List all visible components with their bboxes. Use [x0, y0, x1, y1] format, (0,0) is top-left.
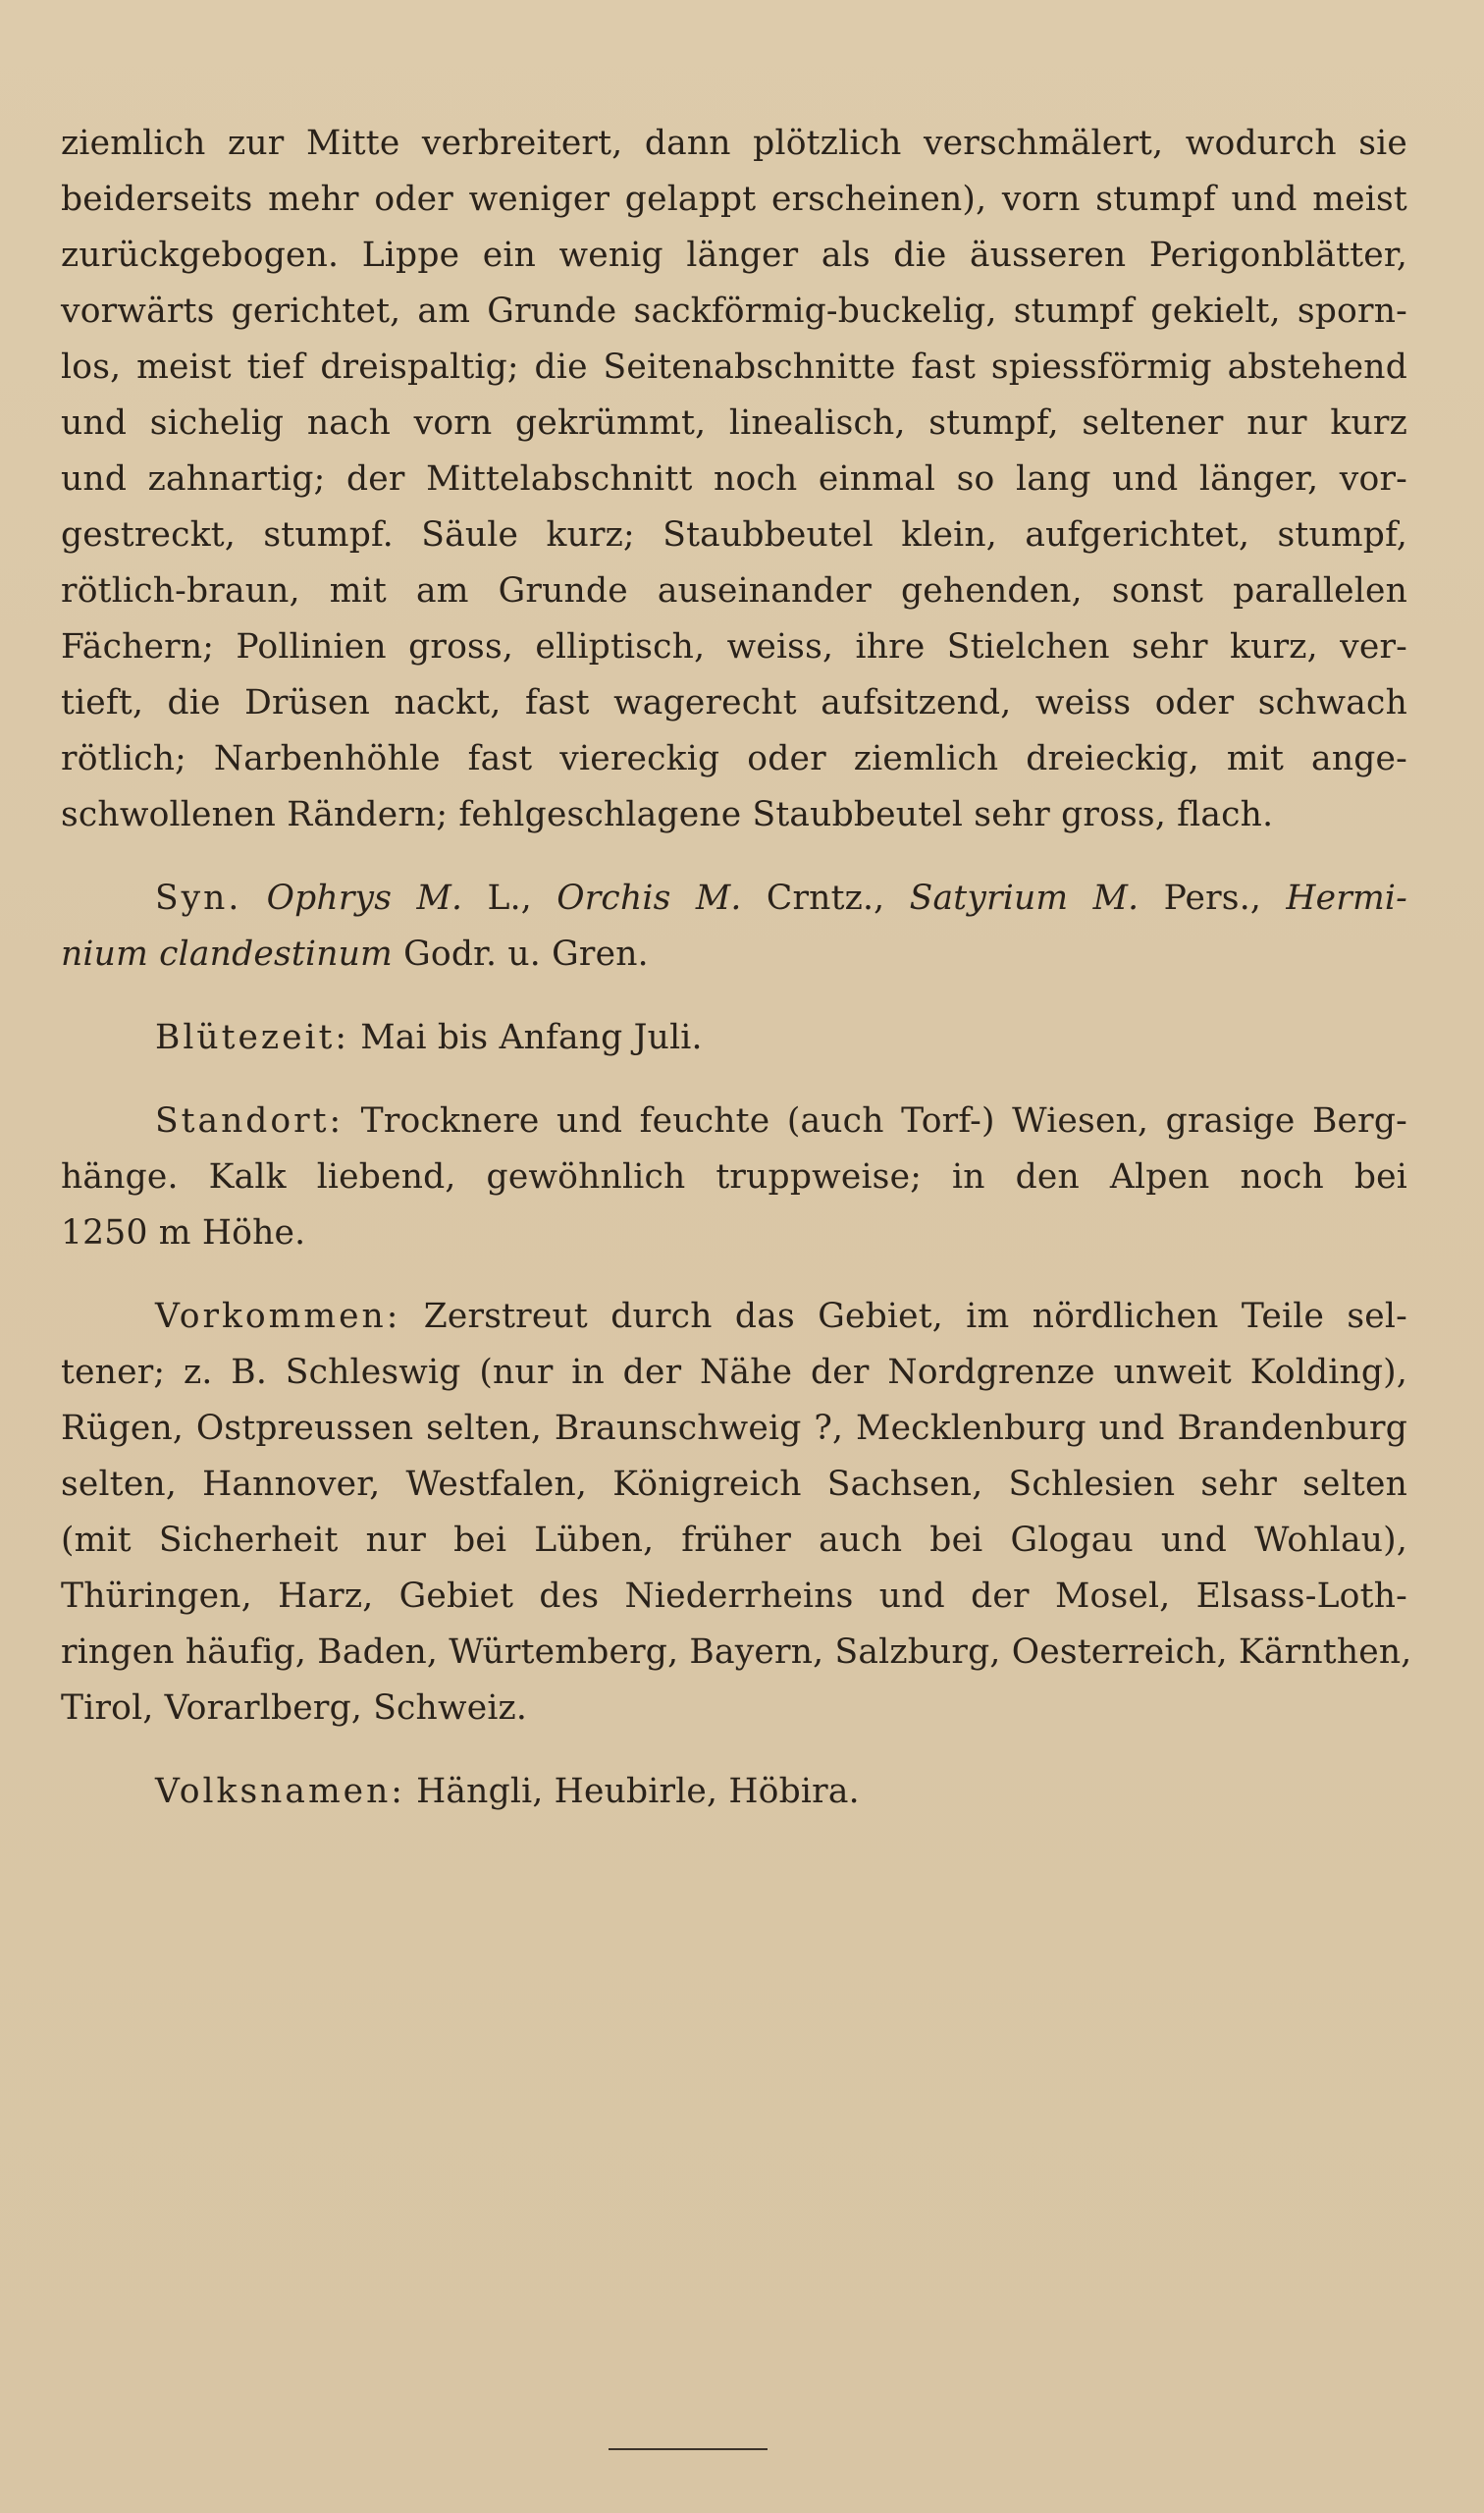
vorkommen-line-first [61, 1289, 1407, 1345]
text-line: tener; z. B. Schleswig (nur in der Nähe der Nordgrenze unweit Kolding), [61, 1353, 1407, 1392]
vorkommen-label: Vorkommen: [155, 1297, 401, 1336]
volksnamen-line [61, 1764, 1407, 1820]
synonyms-line1-part-2: Orchis M. [556, 879, 742, 918]
synonyms-line2-part-0: nium clandestinum [61, 935, 393, 974]
standort-paragraph [61, 1094, 1407, 1261]
standort-label: Standort: [155, 1101, 344, 1141]
bluetezeit-text: Mai bis Anfang Juli. [360, 1018, 703, 1057]
text-line: hänge. Kalk liebend, gewöhnlich truppweise; in den Alpen noch bei [61, 1157, 1407, 1197]
synonyms-line1-part-5: Pers., [1139, 879, 1287, 918]
page-text [61, 116, 1412, 1820]
synonyms-line-2 [61, 927, 1407, 983]
volksnamen-text: Hängli, Heubirle, Höbira. [416, 1772, 860, 1811]
text-line: ringen häufig, Baden, Würtemberg, Bayern, Salzburg, Oesterreich, Kärnthen, [61, 1632, 1412, 1672]
vorkommen-text: Zerstreut durch das Gebiet, im nördlichen Teile sel- [423, 1297, 1407, 1336]
text-line: Thüringen, Harz, Gebiet des Niederrheins und der Mosel, Elsass-Loth- [61, 1577, 1407, 1616]
synonyms-line2-part-1: Godr. u. Gren. [392, 935, 649, 974]
text-line: rötlich; Narbenhöhle fast viereckig oder ziemlich dreieckig, mit ange- [61, 739, 1407, 778]
text-line: tieft, die Drüsen nackt, fast wagerecht aufsitzend, weiss oder schwach [61, 683, 1407, 722]
bluetezeit-line [61, 1010, 1407, 1066]
text-line: Tirol, Vorarlberg, Schweiz. [61, 1688, 528, 1728]
standort-text: Trocknere und feuchte (auch Torf-) Wiesen, grasige Berg- [360, 1101, 1407, 1141]
synonyms-line1-part-1: L., [462, 879, 557, 918]
text-line: gestreckt, stumpf. Säule kurz; Staubbeutel klein, aufgerichtet, stumpf, [61, 515, 1407, 555]
synonyms-line1-part-4: Satyrium M. [909, 879, 1140, 918]
text-line: rötlich-braun, mit am Grunde auseinander gehenden, sonst parallelen [61, 571, 1407, 611]
bluetezeit-label: Blütezeit: [155, 1018, 350, 1057]
text-line: und zahnartig; der Mittelabschnitt noch einmal so lang und länger, vor- [61, 459, 1407, 499]
text-line: beiderseits mehr oder weniger gelappt erscheinen), vorn stumpf und meist [61, 180, 1407, 219]
text-line: zurückgebogen. Lippe ein wenig länger als die äusseren Perigonblätter, [61, 236, 1407, 275]
standort-line-first [61, 1094, 1407, 1150]
text-line: schwollenen Rändern; fehlgeschlagene Staubbeutel sehr gross, flach. [61, 795, 1274, 834]
synonyms-line-1 [61, 871, 1407, 927]
synonyms-line1-part-0: Ophrys M. [266, 879, 463, 918]
description-paragraph [61, 116, 1407, 843]
text-line: 1250 m Höhe. [61, 1213, 306, 1253]
text-line: Rügen, Ostpreussen selten, Braunschweig ?, Mecklenburg und Brandenburg [61, 1409, 1407, 1448]
text-line: Fächern; Pollinien gross, elliptisch, weiss, ihre Stielchen sehr kurz, ver- [61, 627, 1407, 667]
synonyms-label: Syn. [155, 879, 242, 918]
text-line: vorwärts gerichtet, am Grunde sackförmig-buckelig, stumpf gekielt, sporn- [61, 292, 1407, 331]
synonyms-line1-part-6: Hermi- [1286, 879, 1407, 918]
text-line: und sichelig nach vorn gekrümmt, linealisch, stumpf, seltener nur kurz [61, 403, 1407, 443]
volksnamen-label: Volksnamen: [155, 1772, 405, 1811]
section-end-rule [609, 2448, 768, 2450]
volksnamen-paragraph [61, 1764, 1407, 1820]
vorkommen-paragraph [61, 1289, 1412, 1737]
text-line: selten, Hannover, Westfalen, Königreich Sachsen, Schlesien sehr selten [61, 1465, 1407, 1504]
text-line: ziemlich zur Mitte verbreitert, dann plötzlich verschmälert, wodurch sie [61, 124, 1407, 163]
text-line: (mit Sicherheit nur bei Lüben, früher auch bei Glogau und Wohlau), [61, 1521, 1407, 1560]
synonyms-text [267, 879, 1407, 918]
text-line: los, meist tief dreispaltig; die Seitenabschnitte fast spiessförmig abstehend [61, 348, 1407, 387]
synonyms-line1-part-3: Crntz., [741, 879, 910, 918]
bluetezeit-paragraph [61, 1010, 1407, 1066]
synonyms-paragraph [61, 871, 1407, 983]
